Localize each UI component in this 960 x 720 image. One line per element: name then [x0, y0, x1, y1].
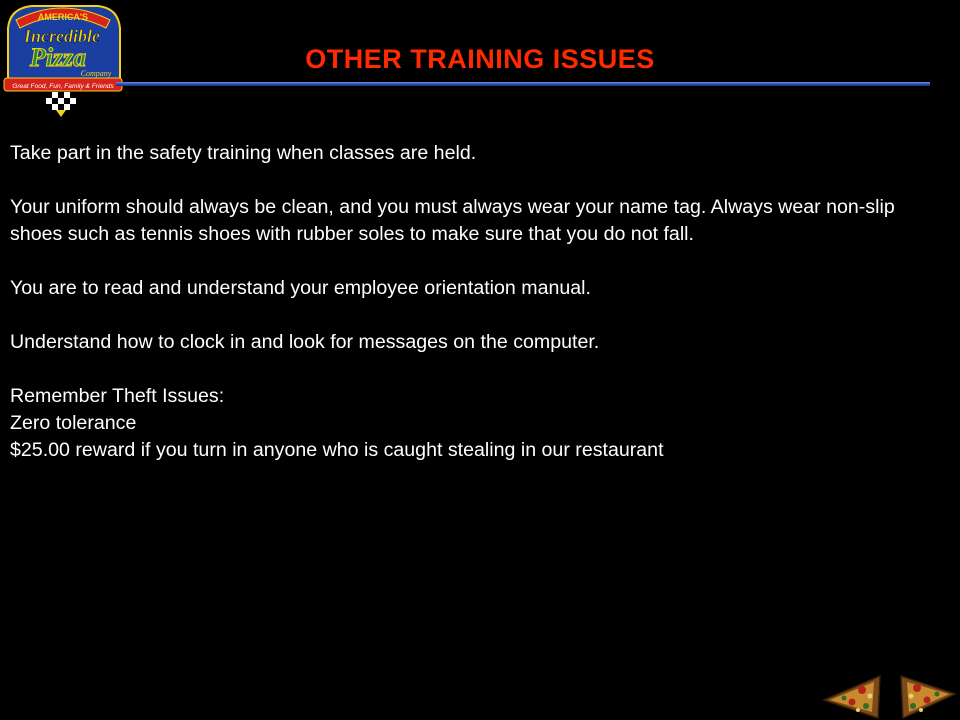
logo-word-incredible: Incredible	[24, 26, 100, 46]
paragraph-orientation-manual: You are to read and understand your employee orientation manual.	[10, 277, 591, 299]
previous-slide-button[interactable]	[822, 672, 882, 720]
checkered-flag-icon	[46, 92, 76, 117]
logo-top-text: AMERICA'S	[37, 12, 89, 22]
theft-line-reward: $25.00 reward if you turn in anyone who is caught stealing in our restaurant	[10, 439, 664, 461]
theft-line-zero-tolerance: Zero tolerance	[10, 412, 137, 434]
slide-content	[10, 140, 950, 464]
next-slide-button[interactable]	[897, 672, 957, 720]
paragraph-safety-training: Take part in the safety training when classes are held.	[10, 142, 477, 164]
title-divider	[116, 82, 930, 86]
pizza-slice-right-arrow-icon	[901, 676, 955, 718]
theft-heading: Remember Theft Issues:	[10, 385, 225, 407]
slide-title: OTHER TRAINING ISSUES	[305, 44, 655, 74]
pizza-slice-left-arrow-icon	[824, 676, 880, 718]
theft-section	[10, 383, 950, 464]
logo-word-pizza: Pizza	[29, 43, 87, 72]
paragraph-uniform: Your uniform should always be clean, and you must always wear your name tag. Always wear non-slip shoes such as tennis shoes with rubber soles to make sure that you do not fall.	[10, 196, 895, 245]
paragraph-clock-in: Understand how to clock in and look for messages on the computer.	[10, 331, 600, 353]
logo-word-company: Company	[80, 69, 112, 78]
logo-tagline: Great Food, Fun, Family & Friends	[12, 83, 114, 90]
